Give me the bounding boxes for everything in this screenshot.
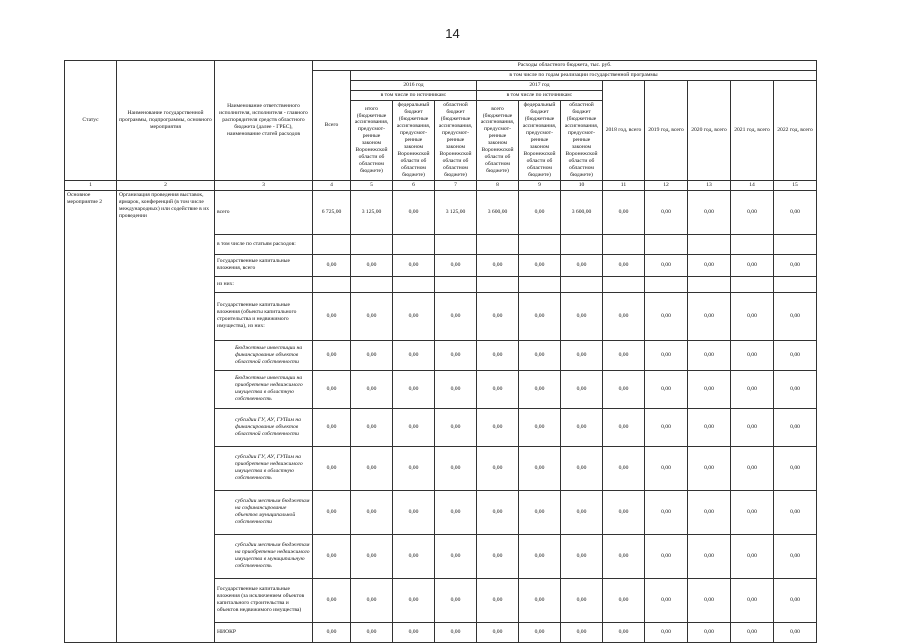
value-cell: 6 725,00 bbox=[313, 190, 351, 234]
value-cell: 0,00 bbox=[351, 408, 393, 446]
value-cell bbox=[519, 276, 561, 292]
expense-item-label: НИОКР bbox=[215, 622, 313, 642]
value-cell: 3 600,00 bbox=[561, 190, 603, 234]
value-cell: 0,00 bbox=[774, 370, 817, 408]
column-number: 4 bbox=[313, 180, 351, 190]
value-cell bbox=[435, 276, 477, 292]
value-cell: 0,00 bbox=[519, 622, 561, 642]
header-2017-federal: федеральный бюджет (бюджетные ассигнования, предусмот-ренные законом Воронежской области об областном бюджете) bbox=[519, 100, 561, 180]
value-cell: 0,00 bbox=[731, 254, 774, 276]
value-cell bbox=[603, 234, 645, 254]
value-cell: 0,00 bbox=[688, 292, 731, 340]
expense-item-label: субсидии ГУ, АУ, ГУПам на финансирование объектов областной собственности bbox=[215, 408, 313, 446]
value-cell: 0,00 bbox=[351, 578, 393, 622]
value-cell: 0,00 bbox=[519, 370, 561, 408]
value-cell bbox=[351, 276, 393, 292]
value-cell: 3 125,00 bbox=[435, 190, 477, 234]
column-number: 6 bbox=[393, 180, 435, 190]
value-cell: 0,00 bbox=[313, 292, 351, 340]
header-responsible: Наименование ответственного исполнителя, исполнителя - главного распорядителя средств областного бюджета (далее - ГРБС), наименование статей расходов bbox=[215, 61, 313, 181]
budget-table bbox=[64, 60, 817, 643]
column-numbers-row bbox=[65, 180, 817, 190]
expense-item-label: Государственные капитальные вложения (за исключением объектов капитального строительства и объектов недвижимого имущества) bbox=[215, 578, 313, 622]
header-2016-total: итого (бюджетные ассигнования, предусмот-ренные законом Воронежской области об областном бюджете) bbox=[351, 100, 393, 180]
value-cell: 0,00 bbox=[688, 340, 731, 370]
value-cell: 0,00 bbox=[645, 490, 688, 534]
value-cell: 0,00 bbox=[561, 622, 603, 642]
header-by-sources-2016: в том числе по источникам: bbox=[351, 90, 477, 100]
value-cell: 0,00 bbox=[688, 254, 731, 276]
header-2020: 2020 год, всего bbox=[688, 80, 731, 180]
value-cell: 0,00 bbox=[688, 534, 731, 578]
value-cell: 0,00 bbox=[519, 254, 561, 276]
value-cell: 0,00 bbox=[393, 254, 435, 276]
value-cell bbox=[313, 234, 351, 254]
value-cell: 0,00 bbox=[435, 534, 477, 578]
value-cell: 0,00 bbox=[313, 340, 351, 370]
header-program-name: Наименование государственной программы, подпрограммы, основного мероприятия bbox=[117, 61, 215, 181]
value-cell: 0,00 bbox=[603, 292, 645, 340]
header-2018: 2018 год, всего bbox=[603, 80, 645, 180]
value-cell: 0,00 bbox=[731, 578, 774, 622]
value-cell: 0,00 bbox=[645, 292, 688, 340]
value-cell: 0,00 bbox=[731, 534, 774, 578]
value-cell: 0,00 bbox=[731, 622, 774, 642]
value-cell: 0,00 bbox=[774, 490, 817, 534]
expense-item-label: Бюджетные инвестиции на приобретение недвижимого имущества в областную собственность bbox=[215, 370, 313, 408]
value-cell: 0,00 bbox=[774, 292, 817, 340]
value-cell: 0,00 bbox=[645, 254, 688, 276]
value-cell: 0,00 bbox=[435, 340, 477, 370]
value-cell: 0,00 bbox=[774, 254, 817, 276]
page-number: 14 bbox=[445, 26, 460, 41]
value-cell bbox=[351, 234, 393, 254]
value-cell: 0,00 bbox=[351, 534, 393, 578]
value-cell: 3 125,00 bbox=[351, 190, 393, 234]
value-cell: 0,00 bbox=[477, 340, 519, 370]
value-cell: 0,00 bbox=[393, 190, 435, 234]
expense-item-label: в том числе по статьям расходов: bbox=[215, 234, 313, 254]
value-cell: 0,00 bbox=[393, 340, 435, 370]
value-cell: 0,00 bbox=[688, 446, 731, 490]
column-number: 12 bbox=[645, 180, 688, 190]
value-cell: 0,00 bbox=[645, 446, 688, 490]
value-cell: 0,00 bbox=[435, 408, 477, 446]
value-cell: 0,00 bbox=[393, 292, 435, 340]
value-cell bbox=[313, 276, 351, 292]
header-year-2017: 2017 год bbox=[477, 80, 603, 90]
header-2022: 2022 год, всего bbox=[774, 80, 817, 180]
value-cell: 0,00 bbox=[774, 408, 817, 446]
value-cell: 0,00 bbox=[519, 190, 561, 234]
header-2017-total: всего (бюджетные ассигнования, предусмот-ренные законом Воронежской области об областном бюджете) bbox=[477, 100, 519, 180]
value-cell: 0,00 bbox=[603, 254, 645, 276]
value-cell: 0,00 bbox=[603, 622, 645, 642]
value-cell bbox=[393, 276, 435, 292]
value-cell: 0,00 bbox=[313, 490, 351, 534]
value-cell: 0,00 bbox=[313, 254, 351, 276]
column-number: 8 bbox=[477, 180, 519, 190]
value-cell: 0,00 bbox=[561, 408, 603, 446]
value-cell bbox=[561, 234, 603, 254]
column-number: 7 bbox=[435, 180, 477, 190]
value-cell: 0,00 bbox=[351, 622, 393, 642]
column-number: 11 bbox=[603, 180, 645, 190]
value-cell bbox=[774, 276, 817, 292]
value-cell: 0,00 bbox=[688, 408, 731, 446]
value-cell: 0,00 bbox=[351, 370, 393, 408]
value-cell: 0,00 bbox=[688, 190, 731, 234]
value-cell: 0,00 bbox=[351, 292, 393, 340]
value-cell: 0,00 bbox=[351, 490, 393, 534]
value-cell: 0,00 bbox=[774, 190, 817, 234]
column-number: 10 bbox=[561, 180, 603, 190]
value-cell bbox=[645, 276, 688, 292]
value-cell bbox=[731, 234, 774, 254]
value-cell bbox=[688, 276, 731, 292]
value-cell: 0,00 bbox=[645, 534, 688, 578]
value-cell: 0,00 bbox=[645, 408, 688, 446]
value-cell: 3 600,00 bbox=[477, 190, 519, 234]
value-cell: 0,00 bbox=[351, 446, 393, 490]
value-cell: 0,00 bbox=[561, 292, 603, 340]
value-cell: 0,00 bbox=[351, 340, 393, 370]
expense-item-label: субсидии ГУ, АУ, ГУПам на приобретение недвижимого имущества в областную собственность bbox=[215, 446, 313, 490]
expense-item-label: Государственные капитальные вложения, всего bbox=[215, 254, 313, 276]
value-cell: 0,00 bbox=[393, 622, 435, 642]
column-number: 15 bbox=[774, 180, 817, 190]
value-cell: 0,00 bbox=[477, 408, 519, 446]
value-cell: 0,00 bbox=[477, 534, 519, 578]
value-cell: 0,00 bbox=[519, 446, 561, 490]
value-cell: 0,00 bbox=[645, 370, 688, 408]
value-cell: 0,00 bbox=[561, 490, 603, 534]
column-number: 9 bbox=[519, 180, 561, 190]
value-cell bbox=[393, 234, 435, 254]
value-cell: 0,00 bbox=[435, 370, 477, 408]
value-cell: 0,00 bbox=[645, 622, 688, 642]
value-cell: 0,00 bbox=[688, 622, 731, 642]
value-cell: 0,00 bbox=[603, 370, 645, 408]
value-cell: 0,00 bbox=[561, 340, 603, 370]
column-number: 5 bbox=[351, 180, 393, 190]
value-cell: 0,00 bbox=[731, 446, 774, 490]
value-cell: 0,00 bbox=[603, 408, 645, 446]
value-cell: 0,00 bbox=[313, 578, 351, 622]
value-cell: 0,00 bbox=[645, 190, 688, 234]
header-2019: 2019 год, всего bbox=[645, 80, 688, 180]
header-2017-regional: областной бюджет (бюджетные ассигнования, предусмот-ренные законом Воронежской области об областном бюджете) bbox=[561, 100, 603, 180]
value-cell: 0,00 bbox=[477, 490, 519, 534]
header-by-sources-2017: в том числе по источникам: bbox=[477, 90, 603, 100]
value-cell: 0,00 bbox=[313, 534, 351, 578]
expense-item-label: из них: bbox=[215, 276, 313, 292]
value-cell bbox=[731, 276, 774, 292]
expense-item-label: субсидии местным бюджетам на приобретение недвижимого имущества в муниципальную собственность bbox=[215, 534, 313, 578]
value-cell bbox=[561, 276, 603, 292]
value-cell: 0,00 bbox=[435, 622, 477, 642]
value-cell: 0,00 bbox=[731, 370, 774, 408]
value-cell: 0,00 bbox=[731, 190, 774, 234]
value-cell: 0,00 bbox=[477, 292, 519, 340]
column-number: 13 bbox=[688, 180, 731, 190]
value-cell: 0,00 bbox=[774, 446, 817, 490]
value-cell bbox=[519, 234, 561, 254]
table-row bbox=[65, 190, 817, 234]
value-cell: 0,00 bbox=[351, 254, 393, 276]
value-cell: 0,00 bbox=[688, 490, 731, 534]
value-cell: 0,00 bbox=[393, 534, 435, 578]
value-cell: 0,00 bbox=[561, 370, 603, 408]
value-cell: 0,00 bbox=[774, 622, 817, 642]
expense-item-label: всего bbox=[215, 190, 313, 234]
value-cell bbox=[477, 234, 519, 254]
header-2021: 2021 год, всего bbox=[731, 80, 774, 180]
expense-item-label: субсидии местным бюджетам на софинансирование объектов муниципальной собственности bbox=[215, 490, 313, 534]
value-cell: 0,00 bbox=[519, 408, 561, 446]
value-cell: 0,00 bbox=[393, 370, 435, 408]
column-number: 1 bbox=[65, 180, 117, 190]
header-expenses-sub: в том числе по годам реализации государственной программы bbox=[351, 70, 817, 80]
value-cell: 0,00 bbox=[435, 254, 477, 276]
value-cell: 0,00 bbox=[519, 292, 561, 340]
column-number: 3 bbox=[215, 180, 313, 190]
value-cell: 0,00 bbox=[603, 490, 645, 534]
value-cell: 0,00 bbox=[731, 340, 774, 370]
column-number: 2 bbox=[117, 180, 215, 190]
value-cell: 0,00 bbox=[393, 578, 435, 622]
value-cell bbox=[688, 234, 731, 254]
value-cell bbox=[645, 234, 688, 254]
value-cell: 0,00 bbox=[774, 534, 817, 578]
value-cell: 0,00 bbox=[477, 370, 519, 408]
value-cell: 0,00 bbox=[731, 408, 774, 446]
value-cell: 0,00 bbox=[313, 408, 351, 446]
value-cell: 0,00 bbox=[603, 190, 645, 234]
value-cell: 0,00 bbox=[519, 490, 561, 534]
value-cell: 0,00 bbox=[477, 578, 519, 622]
header-year-2016: 2016 год bbox=[351, 80, 477, 90]
expense-item-label: Государственные капитальные вложения (объекты капитального строительства и недвижимого имущества), из них: bbox=[215, 292, 313, 340]
value-cell: 0,00 bbox=[393, 490, 435, 534]
value-cell: 0,00 bbox=[313, 622, 351, 642]
value-cell bbox=[774, 234, 817, 254]
value-cell: 0,00 bbox=[519, 340, 561, 370]
value-cell: 0,00 bbox=[603, 340, 645, 370]
value-cell: 0,00 bbox=[774, 340, 817, 370]
value-cell: 0,00 bbox=[393, 446, 435, 490]
value-cell: 0,00 bbox=[603, 534, 645, 578]
value-cell: 0,00 bbox=[645, 578, 688, 622]
value-cell: 0,00 bbox=[561, 534, 603, 578]
value-cell: 0,00 bbox=[561, 446, 603, 490]
value-cell: 0,00 bbox=[603, 446, 645, 490]
value-cell: 0,00 bbox=[477, 254, 519, 276]
value-cell: 0,00 bbox=[435, 446, 477, 490]
value-cell bbox=[603, 276, 645, 292]
value-cell: 0,00 bbox=[561, 254, 603, 276]
value-cell: 0,00 bbox=[688, 370, 731, 408]
value-cell: 0,00 bbox=[477, 446, 519, 490]
value-cell: 0,00 bbox=[731, 490, 774, 534]
value-cell bbox=[477, 276, 519, 292]
value-cell: 0,00 bbox=[645, 340, 688, 370]
measure-status: Основное мероприятие 2 bbox=[65, 190, 117, 642]
header-2016-regional: областной бюджет (бюджетные ассигнования, предусмот-ренные законом Воронежской области об областном бюджете) bbox=[435, 100, 477, 180]
expense-item-label: Бюджетные инвестиции на финансирование объектов областной собственности bbox=[215, 340, 313, 370]
measure-name: Организация проведения выставок, ярмарок, конференций (в том числе международных) или содействие в их проведении bbox=[117, 190, 215, 642]
value-cell: 0,00 bbox=[435, 292, 477, 340]
value-cell: 0,00 bbox=[603, 578, 645, 622]
value-cell: 0,00 bbox=[435, 490, 477, 534]
header-2016-federal: федеральный бюджет (бюджетные ассигнования, предусмот-ренные законом Воронежской области об областном бюджете) bbox=[393, 100, 435, 180]
value-cell: 0,00 bbox=[519, 578, 561, 622]
value-cell: 0,00 bbox=[435, 578, 477, 622]
value-cell: 0,00 bbox=[313, 446, 351, 490]
value-cell: 0,00 bbox=[393, 408, 435, 446]
value-cell: 0,00 bbox=[688, 578, 731, 622]
value-cell: 0,00 bbox=[731, 292, 774, 340]
value-cell: 0,00 bbox=[774, 578, 817, 622]
header-status: Статус bbox=[65, 61, 117, 181]
value-cell: 0,00 bbox=[477, 622, 519, 642]
column-number: 14 bbox=[731, 180, 774, 190]
header-total: Всего bbox=[313, 70, 351, 180]
header-expenses-title: Расходы областного бюджета, тыс. руб. bbox=[313, 61, 817, 71]
value-cell: 0,00 bbox=[313, 370, 351, 408]
value-cell: 0,00 bbox=[561, 578, 603, 622]
value-cell: 0,00 bbox=[519, 534, 561, 578]
value-cell bbox=[435, 234, 477, 254]
